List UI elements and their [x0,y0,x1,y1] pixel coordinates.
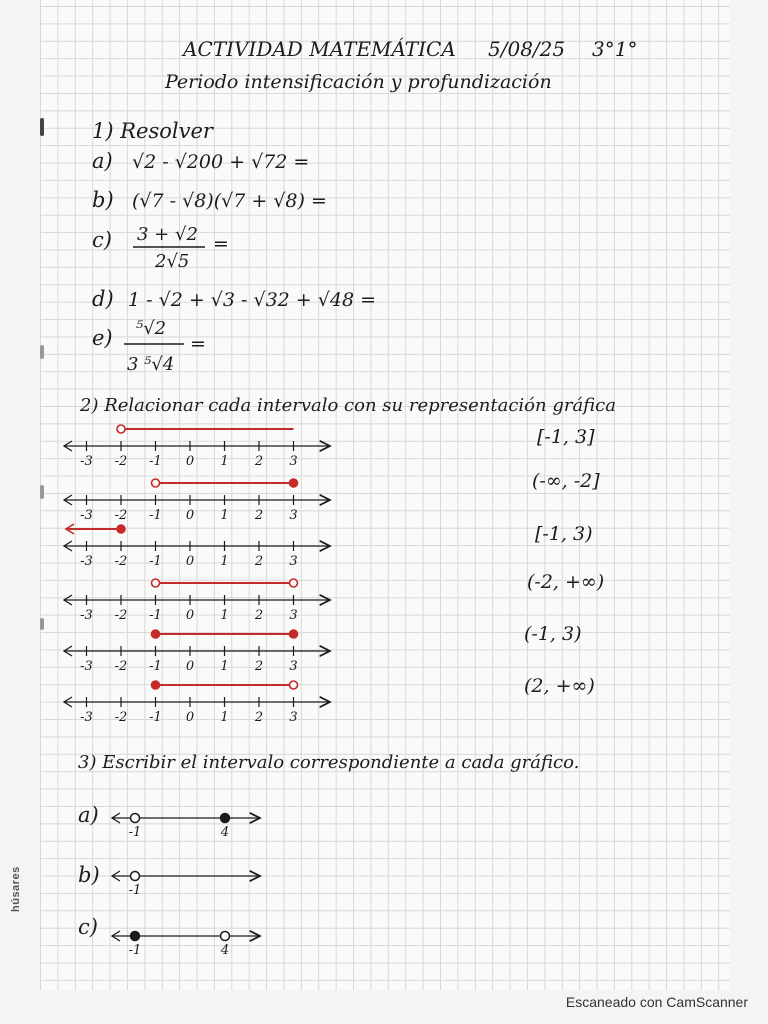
interval-option: (-1, 3) [524,623,582,645]
number-line-row [64,579,330,623]
tick-label: 2 [254,710,264,725]
interval-endpoint [290,579,298,587]
interval-option: (2, +∞) [524,675,595,697]
interval-endpoint [152,479,160,487]
interval-option: [-1, 3) [535,523,593,545]
number-line-graphs [64,425,330,725]
tick-label: 0 [185,554,195,569]
interval-endpoint [221,932,230,941]
number-line-row [64,630,330,674]
tick-label: -1 [149,454,162,469]
tick-label: 0 [185,508,195,523]
tick-label: -1 [149,659,162,674]
item-expression: 1 - √2 + √3 - √32 + √48 = [128,289,377,311]
number-line-row [64,524,330,569]
tick-label: -1 [149,554,162,569]
tick-label: -2 [114,554,128,569]
tick-label: 2 [254,659,264,674]
item-label: e) [92,326,113,350]
item-label: a) [92,149,113,173]
tick-label: 1 [220,659,229,674]
tick-label: 0 [185,710,195,725]
period-subtitle: Periodo intensificación y profundización [165,71,552,93]
tick-label: 2 [254,508,264,523]
interval-endpoint [152,630,160,638]
tick-label: 1 [220,454,229,469]
tick-label: -1 [149,608,162,623]
tick-label: 0 [185,659,195,674]
camscanner-watermark: Escaneado con CamScanner [565,994,748,1010]
interval-endpoint [117,425,125,433]
point-label: 4 [220,825,230,840]
interval-endpoint [290,681,298,689]
tick-label: -2 [114,710,128,725]
tick-label: 3 [289,659,298,674]
tick-label: 3 [289,710,298,725]
tick-label: -1 [149,508,162,523]
exercise-2-title: 2) Relacionar cada intervalo con su representación gráfica [80,395,616,416]
tick-label: 1 [220,608,229,623]
notebook-brand: húsares [10,866,22,912]
item-label: c) [78,915,98,939]
tick-label: -3 [80,608,93,623]
activity-date: 5/08/25 [488,37,566,61]
tick-label: -2 [114,608,128,623]
tick-label: 2 [254,454,264,469]
tick-label: 3 [289,454,298,469]
interval-endpoint [152,579,160,587]
tick-label: 3 [289,508,298,523]
graph-row [78,863,260,898]
interval-endpoint [131,932,140,941]
point-label: -1 [128,825,142,840]
interval-option: (-2, +∞) [527,571,605,593]
tick-label: -3 [80,554,93,569]
activity-title: ACTIVIDAD MATEMÁTICA [183,37,456,61]
interval-endpoint [152,681,160,689]
tick-label: -2 [114,454,128,469]
interval-endpoint [290,630,298,638]
item-label: b) [92,188,114,212]
tick-label: -3 [80,659,93,674]
tick-label: 1 [220,710,229,725]
tick-label: 1 [220,508,229,523]
tick-label: -2 [114,659,128,674]
tick-label: -3 [80,710,93,725]
interval-endpoint [131,814,140,823]
interval-endpoint [290,479,298,487]
point-label: 4 [220,943,230,958]
interval-endpoint [221,814,230,823]
tick-label: -1 [149,710,162,725]
item-expression: (√7 - √8)(√7 + √8) = [132,190,327,212]
fraction-denominator: 2√5 [155,251,190,272]
point-label: -1 [128,883,142,898]
item-label: a) [78,803,99,827]
fraction-numerator: 3 + √2 [137,224,198,245]
equals-sign: = [213,233,229,255]
tick-label: 2 [254,608,264,623]
tick-label: 3 [289,554,298,569]
fraction-denominator: 3 ⁵√4 [127,354,175,375]
tick-label: -3 [80,508,93,523]
course-label: 3°1° [592,37,638,61]
interval-option: [-1, 3] [537,426,595,448]
tick-label: 1 [220,554,229,569]
graph-row [78,915,260,958]
item-label: c) [92,228,112,252]
tick-label: 0 [185,608,195,623]
tick-label: 3 [289,608,298,623]
exercise-1-title: 1) Resolver [92,119,213,143]
interval-endpoint [117,525,125,533]
item-expression: √2 - √200 + √72 = [132,151,310,173]
equals-sign: = [190,333,206,355]
item-label: d) [92,287,114,311]
exercise-3-graphs [78,803,260,958]
interval-endpoint [131,872,140,881]
graph-row [78,803,260,840]
tick-label: 2 [254,554,264,569]
number-line-row [64,425,330,469]
exercise-3-title: 3) Escribir el intervalo correspondiente a cada gráfico. [78,752,580,773]
tick-label: -3 [80,454,93,469]
fraction-numerator: ⁵√2 [136,318,167,339]
point-label: -1 [128,943,142,958]
tick-label: 0 [185,454,195,469]
interval-option: (-∞, -2] [532,470,600,492]
number-line-row [64,681,330,725]
number-line-row [64,479,330,523]
item-label: b) [78,863,100,887]
tick-label: -2 [114,508,128,523]
